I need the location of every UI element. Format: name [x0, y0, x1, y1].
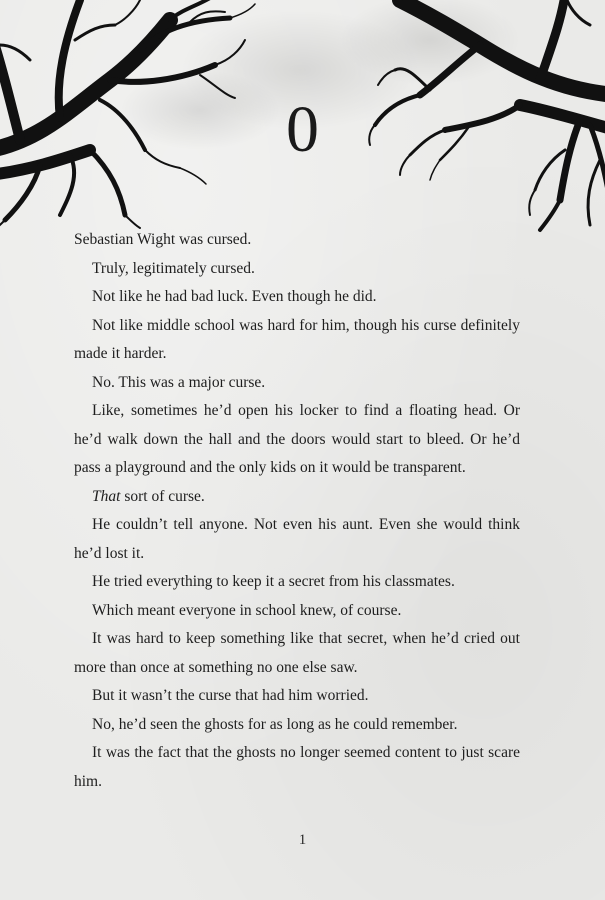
paragraph: No, he’d seen the ghosts for as long as he could remember. [92, 715, 458, 733]
paragraph: He couldn’t tell anyone. Not even his aunt. Even she would think he’d lost it. [74, 516, 520, 562]
paragraph: Like, sometimes he’d open his locker to find a floating head. Or he’d walk down the hall and the doors would start to bleed. Or he’d pass a playground and the only kids on it would be transparent. [74, 402, 520, 476]
paragraph: It was the fact that the ghosts no longer seemed content to just scare him. [74, 744, 520, 790]
paragraph: That sort of curse. [92, 487, 205, 505]
chapter-number: 0 [286, 93, 319, 166]
paragraph: No. This was a major curse. [92, 373, 266, 391]
paragraph: Sebastian Wight was cursed. [74, 231, 252, 248]
paragraph: Not like he had bad luck. Even though he did. [92, 288, 377, 305]
emphasized-word: That [92, 487, 121, 505]
paragraph: He tried everything to keep it a secret from his classmates. [92, 573, 455, 590]
page-number: 1 [298, 832, 307, 848]
chapter-body [74, 226, 520, 796]
paragraph: Not like middle school was hard for him, though his curse definitely made it harder. [74, 316, 520, 362]
paragraph: It was hard to keep something like that secret, when he’d cried out more than once at something no one else saw. [74, 630, 520, 676]
paragraph: But it wasn’t the curse that had him worried. [92, 687, 369, 704]
paragraph: Which meant everyone in school knew, of course. [92, 601, 402, 619]
paragraph: Truly, legitimately cursed. [92, 259, 255, 277]
